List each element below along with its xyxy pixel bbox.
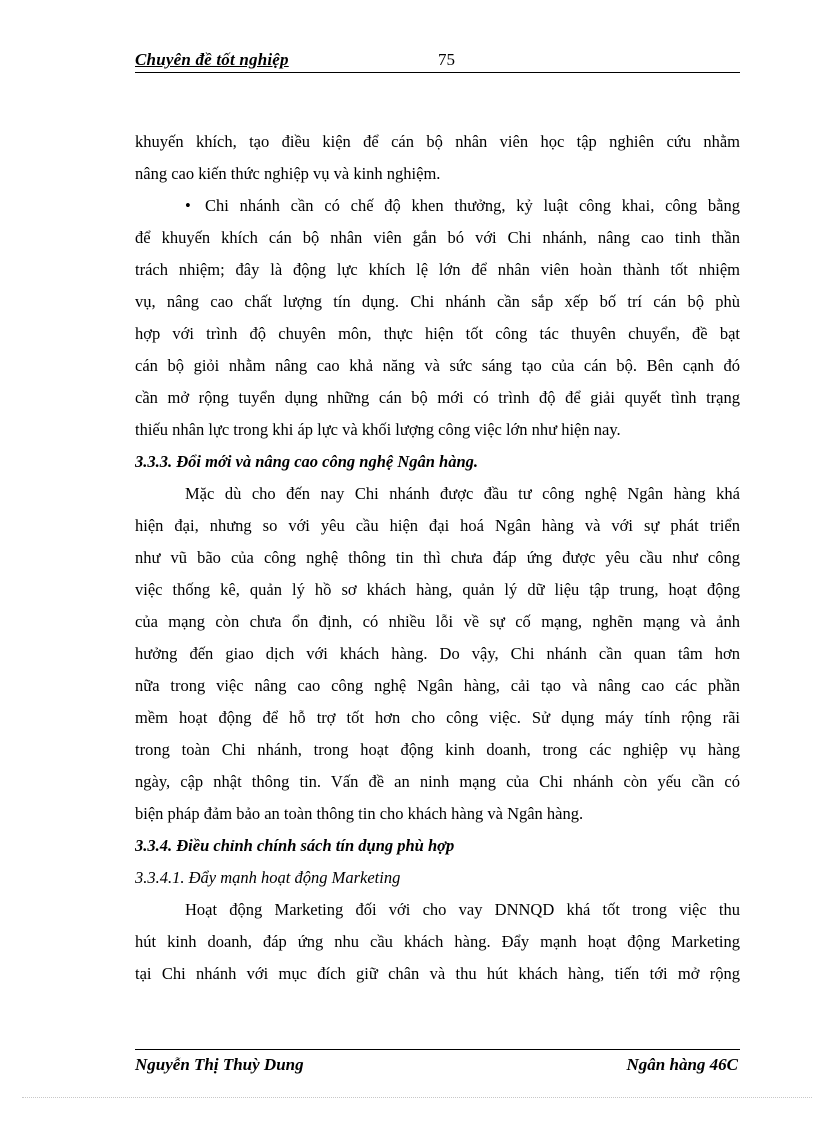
body-line: trong toàn Chi nhánh, trong hoạt động kinh doanh, trong các nghiệp vụ hàng — [135, 740, 740, 759]
page-number: 75 — [438, 50, 455, 69]
body-line: nâng cao kiến thức nghiệp vụ và kinh nghiệm. — [135, 164, 441, 183]
body-line: trách nhiệm; đây là động lực khích lệ lớn để nhân viên hoàn thành tốt nhiệm — [135, 260, 740, 279]
body-line: hợp với trình độ chuyên môn, thực hiện tốt công tác thuyên chuyển, đề bạt — [135, 324, 740, 343]
body-line: khuyến khích, tạo điều kiện để cán bộ nhân viên học tập nghiên cứu nhằm — [135, 132, 740, 151]
subsection-heading: 3.3.4.1. Đẩy mạnh hoạt động Marketing — [135, 868, 401, 887]
body-line: của mạng còn chưa ổn định, có nhiều lỗi về sự cố mạng, nghẽn mạng và ảnh — [135, 612, 740, 631]
bullet-line — [135, 190, 740, 222]
body-line: cần mở rộng tuyển dụng những cán bộ mới có trình độ để giải quyết tình trạng — [135, 388, 740, 407]
bullet-icon: • — [185, 196, 191, 215]
body-line: Mặc dù cho đến nay Chi nhánh được đầu tư công nghệ Ngân hàng khá — [185, 484, 740, 503]
body-line: tại Chi nhánh với mục đích giữ chân và thu hút khách hàng, tiến tới mở rộng — [135, 964, 740, 983]
body-line: như vũ bão của công nghệ thông tin thì chưa đáp ứng được yêu cầu như công — [135, 548, 740, 567]
body-line: vụ, nâng cao chất lượng tín dụng. Chi nhánh cần sắp xếp bố trí cán bộ phù — [135, 292, 740, 311]
section-heading: 3.3.4. Điều chỉnh chính sách tín dụng phù hợp — [135, 836, 455, 855]
body-line: để khuyến khích cán bộ nhân viên gắn bó với Chi nhánh, nâng cao tinh thần — [135, 228, 740, 247]
body-line: biện pháp đảm bảo an toàn thông tin cho khách hàng và Ngân hàng. — [135, 804, 584, 823]
page-body — [135, 126, 740, 990]
body-line: cán bộ giỏi nhằm nâng cao khả năng và sức sáng tạo của cán bộ. Bên cạnh đó — [135, 356, 740, 375]
body-line: thiếu nhân lực trong khi áp lực và khối lượng công việc lớn như hiện nay. — [135, 420, 621, 439]
body-line: nữa trong việc nâng cao công nghệ Ngân hàng, cải tạo và nâng cao các phần — [135, 676, 740, 695]
body-line: mềm hoạt động để hỗ trợ tốt hơn cho công việc. Sử dụng máy tính rộng rãi — [135, 708, 740, 727]
page-footer — [135, 1049, 740, 1080]
body-line: ngày, cập nhật thông tin. Vấn đề an ninh mạng của Chi nhánh còn yếu cần có — [135, 772, 740, 791]
document-title: Chuyên đề tốt nghiệp — [135, 50, 289, 69]
body-line: việc thống kê, quản lý hồ sơ khách hàng, quản lý dữ liệu tập trung, hoạt động — [135, 580, 740, 599]
body-line-text: Chi nhánh cần có chế độ khen thưởng, kỷ luật công khai, công bằng — [205, 196, 740, 215]
department-label: Ngân hàng 46C — [626, 1055, 738, 1074]
page-bottom-divider — [22, 1097, 812, 1098]
body-line: hiện đại, nhưng so với yêu cầu hiện đại hoá Ngân hàng và với sự phát triển — [135, 516, 740, 535]
body-line: Hoạt động Marketing đối với cho vay DNNQD khá tốt trong việc thu — [185, 900, 740, 919]
page-header — [135, 50, 740, 73]
body-line: hút kinh doanh, đáp ứng nhu cầu khách hàng. Đẩy mạnh hoạt động Marketing — [135, 932, 740, 951]
section-heading: 3.3.3. Đổi mới và nâng cao công nghệ Ngân hàng. — [135, 452, 479, 471]
body-line: hưởng đến giao dịch với khách hàng. Do vậy, Chi nhánh cần quan tâm hơn — [135, 644, 740, 663]
author-name: Nguyễn Thị Thuỳ Dung — [135, 1055, 304, 1074]
